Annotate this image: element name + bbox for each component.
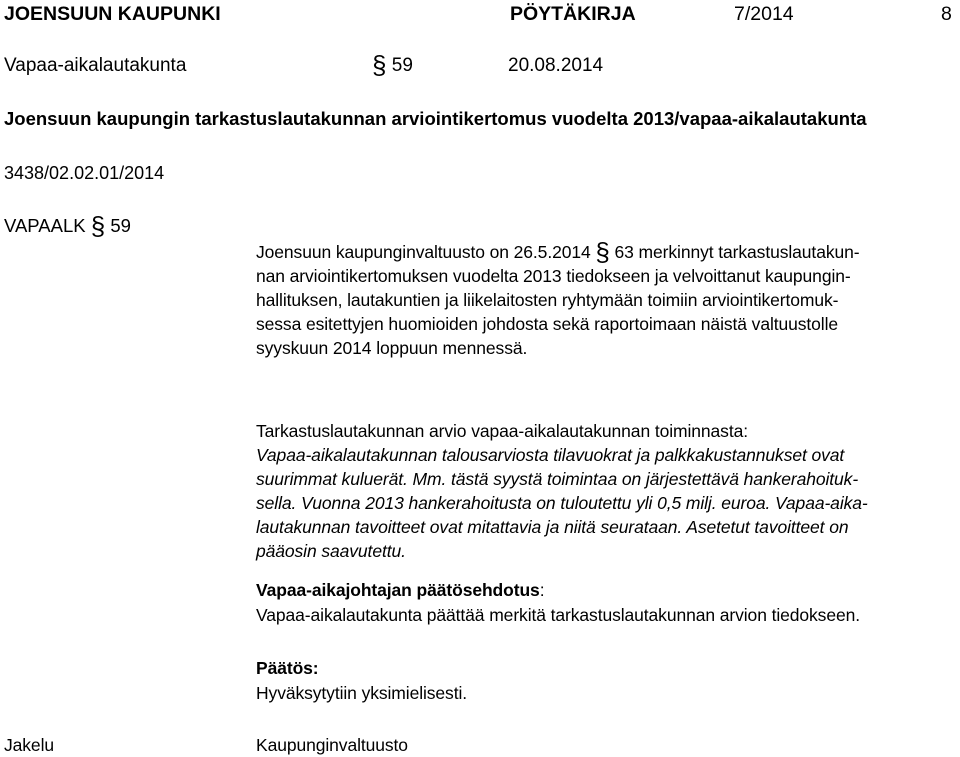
page-number: 8 (941, 3, 952, 25)
reference-number: 3438/02.02.01/2014 (4, 163, 165, 183)
intro-line-4: sessa esitettyjen huomioiden johdosta sekä raportoimaan näistä valtuustolle (256, 314, 839, 334)
section-number: 59 (391, 55, 413, 76)
intro-line-1 (256, 237, 860, 267)
assessment-line: sella. Vuonna 2013 hankerahoitusta on tuloutettu yli 0,5 milj. euroa. Vapaa-aika- (256, 493, 868, 513)
intro-part-1: Joensuun kaupunginvaltuusto on 26.5.2014 (256, 242, 591, 262)
decision-text: Hyväksytytiin yksimielisesti. (256, 683, 468, 703)
item-title: Joensuun kaupungin tarkastuslautakunnan arviointikertomus vuodelta 2013/vapaa-aikalautakunta (4, 108, 867, 129)
distribution-label: Jakelu (4, 735, 54, 755)
section-symbol: § (90, 211, 106, 241)
assessment-line: lautakunnan tavoitteet ovat mitattavia ja niitä seurataan. Asetetut tavoitteet on (256, 517, 849, 537)
organization-name: JOENSUUN KAUPUNKI (4, 3, 221, 25)
document-number: 7/2014 (734, 3, 794, 25)
proposal-colon: : (539, 580, 545, 600)
section-reference (372, 50, 413, 80)
distribution-recipient: Kaupunginvaltuusto (256, 735, 408, 755)
proposal-text: Vapaa-aikalautakunta päättää merkitä tarkastuslautakunnan arvion tiedokseen. (256, 605, 860, 625)
decision-label: Päätös: (256, 658, 319, 678)
committee-name: Vapaa-aikalautakunta (4, 55, 187, 76)
item-label (4, 211, 131, 241)
assessment-heading: Tarkastuslautakunnan arvio vapaa-aikalautakunnan toiminnasta: (256, 421, 748, 441)
section-symbol: § (372, 50, 387, 80)
proposal-heading (256, 578, 544, 602)
proposal-label: Vapaa-aikajohtajan päätösehdotus (256, 580, 540, 600)
item-code: VAPAALK (4, 215, 86, 236)
intro-line-2: nan arviointikertomuksen vuodelta 2013 tiedokseen ja velvoittanut kaupungin- (256, 266, 851, 286)
intro-line-3: hallituksen, lautakuntien ja liikelaitosten ryhtymään toimiin arviointikertomuk- (256, 290, 839, 310)
section-symbol: § (595, 237, 610, 267)
assessment-line: suurimmat kuluerät. Mm. tästä syystä toimintaa on järjestettävä hankerahoituk- (256, 469, 859, 489)
intro-part-2: 63 merkinnyt tarkastuslautakun- (614, 242, 860, 262)
meeting-date: 20.08.2014 (508, 55, 604, 76)
intro-line-5: syyskuun 2014 loppuun mennessä. (256, 338, 528, 358)
document-type: PÖYTÄKIRJA (510, 3, 636, 25)
item-number: 59 (110, 215, 131, 236)
assessment-line: Vapaa-aikalautakunnan talousarviosta tilavuokrat ja palkkakustannukset ovat (256, 445, 845, 465)
assessment-line: pääosin saavutettu. (256, 541, 406, 561)
